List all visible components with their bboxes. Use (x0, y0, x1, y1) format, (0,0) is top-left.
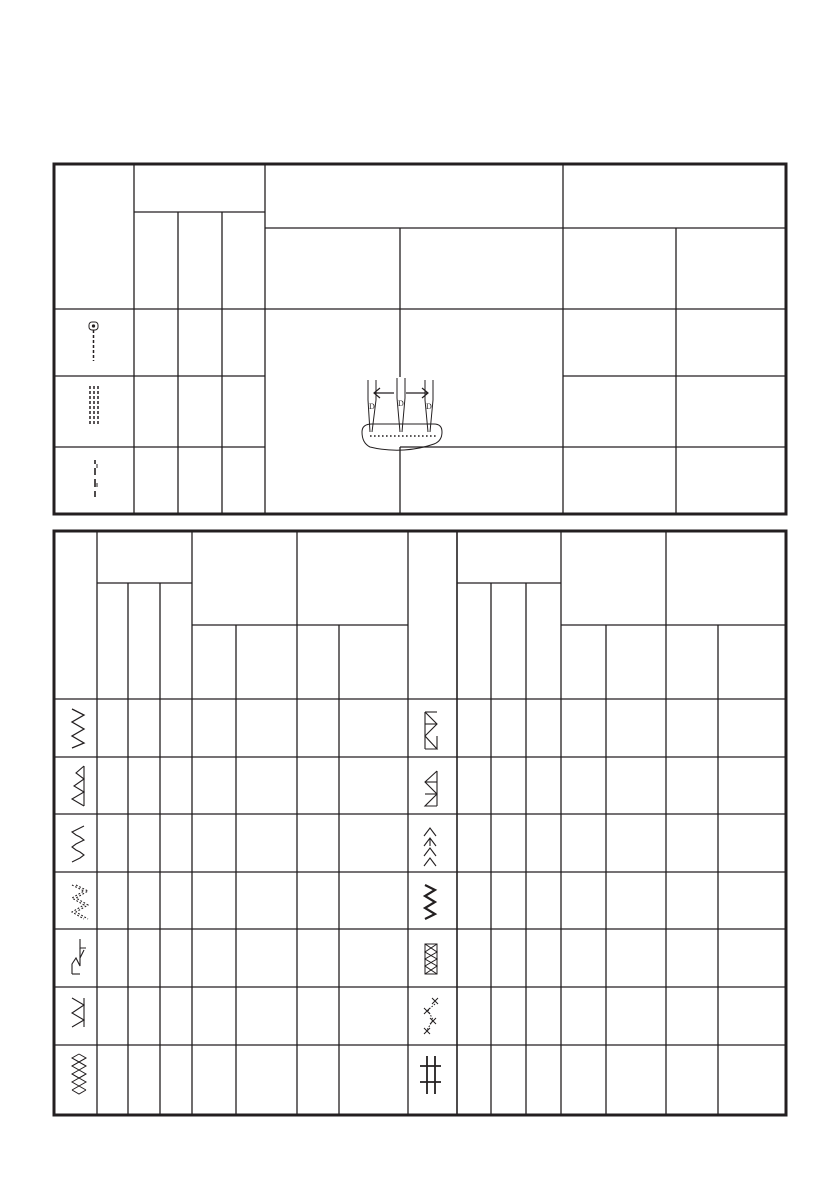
straight-stitch-center-needle-icon (89, 322, 98, 361)
overlock-double-triangle-icon (425, 771, 437, 806)
needle-mark-right: D (426, 402, 432, 411)
needle-mark-left: D (369, 402, 375, 411)
needle-mark-center: D (398, 399, 404, 408)
needle-position-diagram-icon (362, 378, 442, 450)
straight-stitch-table (54, 164, 786, 514)
cross-stitch-icon (72, 1054, 86, 1094)
triple-straight-stitch-icon (90, 386, 98, 426)
three-step-zigzag-icon (72, 826, 84, 862)
zigzag-stitch-icon (72, 709, 84, 748)
zigzag-stitch-table (54, 531, 786, 1115)
feather-stitch-icon (424, 828, 436, 866)
double-overlock-icon (425, 944, 437, 974)
overlock-triangle-icon (425, 712, 437, 749)
table-2-border (54, 531, 786, 1115)
bold-zigzag-icon (425, 885, 435, 919)
herringbone-cross-icon (424, 998, 438, 1034)
right-edge-zigzag-icon (72, 766, 84, 806)
blind-hem-stitch-icon (72, 939, 86, 974)
basting-stitch-icon (95, 460, 97, 497)
dotted-zigzag-icon (72, 885, 88, 919)
ladder-stitch-icon (420, 1056, 441, 1094)
stretch-blind-hem-icon (72, 998, 84, 1027)
